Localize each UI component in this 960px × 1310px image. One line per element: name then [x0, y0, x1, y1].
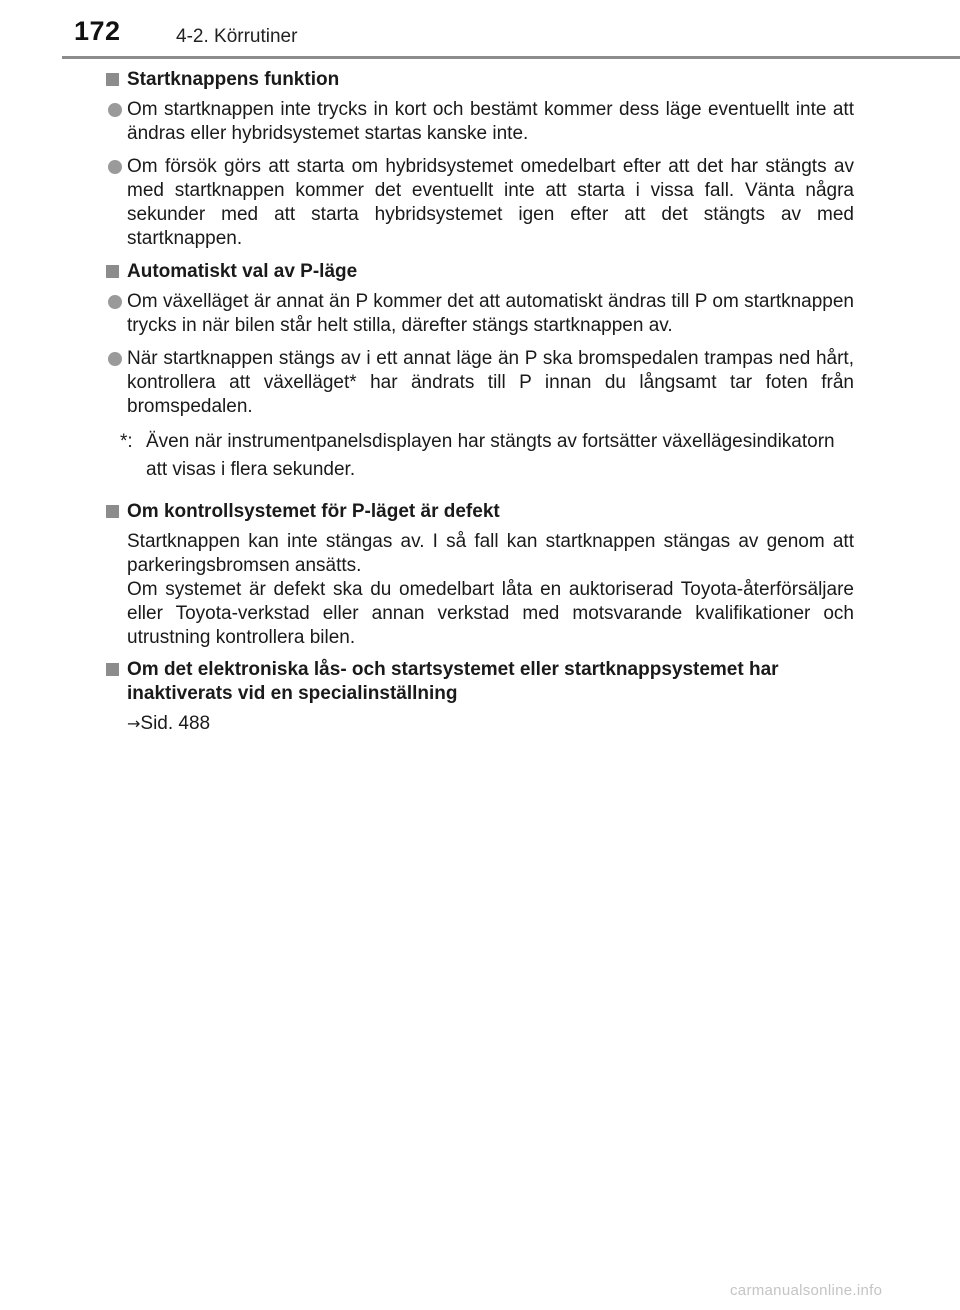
- page-number: 172: [74, 16, 121, 46]
- list-item-text: När startknappen stängs av i ett annat läge än P ska bromspedalen trampas ned hårt, kontrollera att växelläget* har ändrats till P innan du långsamt tar foten från bromspedalen.: [127, 348, 854, 417]
- section-heading-text: Automatiskt val av P-läge: [127, 261, 358, 282]
- page-reference[interactable]: [106, 712, 854, 736]
- section-lock-start-disabled: [106, 658, 854, 736]
- section-heading: [106, 500, 854, 524]
- list-item: [106, 98, 854, 146]
- paragraph: Startknappen kan inte stängas av. I så fall kan startknappen stängas av genom att parkeringsbromsen ansätts.: [127, 531, 854, 576]
- round-bullet-icon: [108, 160, 122, 174]
- list-item-text: Om växelläget är annat än P kommer det att automatiskt ändras till P om startknappen trycks in när bilen står helt stilla, därefter stängs startknappen av.: [127, 291, 854, 336]
- page-header: [0, 0, 960, 60]
- section-heading: [106, 658, 854, 706]
- footnote: [106, 428, 854, 484]
- section-p-control-defect: [106, 500, 854, 650]
- list-item-text: Om försök görs att starta om hybridsystemet omedelbart efter att det har stängts av med startknappen kommer det eventuellt inte att starta i vissa fall. Vänta några sekunder med att starta hybridsystemet igen efter att det stängts av med startknappen.: [127, 156, 854, 249]
- section-auto-p-mode: [106, 260, 854, 484]
- square-bullet-icon: [106, 505, 119, 518]
- chapter-title: 4-2. Körrutiner: [176, 26, 298, 47]
- watermark: carmanualsonline.info: [730, 1282, 883, 1299]
- round-bullet-icon: [108, 103, 122, 117]
- paragraph: Om systemet är defekt ska du omedelbart låta en auktoriserad Toyota-återförsäljare eller Toyota-verkstad eller annan verkstad med motsvarande kvalifikationer och utrustning kontrollera bilen.: [127, 579, 854, 648]
- list-item: [106, 290, 854, 338]
- square-bullet-icon: [106, 73, 119, 86]
- section-heading-text: Startknappens funktion: [127, 69, 340, 90]
- page-content: [106, 68, 854, 744]
- section-heading: [106, 68, 854, 92]
- section-heading-text: Om kontrollsystemet för P-läget är defekt: [127, 501, 500, 522]
- list-item: [106, 155, 854, 251]
- header-rule: [62, 56, 960, 59]
- footnote-mark: *:: [120, 431, 133, 452]
- square-bullet-icon: [106, 265, 119, 278]
- arrow-right-icon: →: [127, 714, 141, 733]
- round-bullet-icon: [108, 295, 122, 309]
- section-heading: [106, 260, 854, 284]
- page-reference-text[interactable]: Sid. 488: [140, 713, 211, 734]
- square-bullet-icon: [106, 663, 119, 676]
- list-item-text: Om startknappen inte trycks in kort och bestämt kommer dess läge eventuellt inte att ändras eller hybridsystemet startas kanske inte.: [127, 99, 854, 144]
- list-item: [106, 347, 854, 419]
- section-start-button-function: [106, 68, 854, 251]
- footnote-text: Även när instrumentpanelsdisplayen har stängts av fortsätter växellägesindikatorn att visas i flera sekunder.: [146, 431, 835, 480]
- section-heading-text: Om det elektroniska lås- och startsystemet eller startknappsystemet har inaktiverats vid en specialinställning: [127, 659, 779, 704]
- round-bullet-icon: [108, 352, 122, 366]
